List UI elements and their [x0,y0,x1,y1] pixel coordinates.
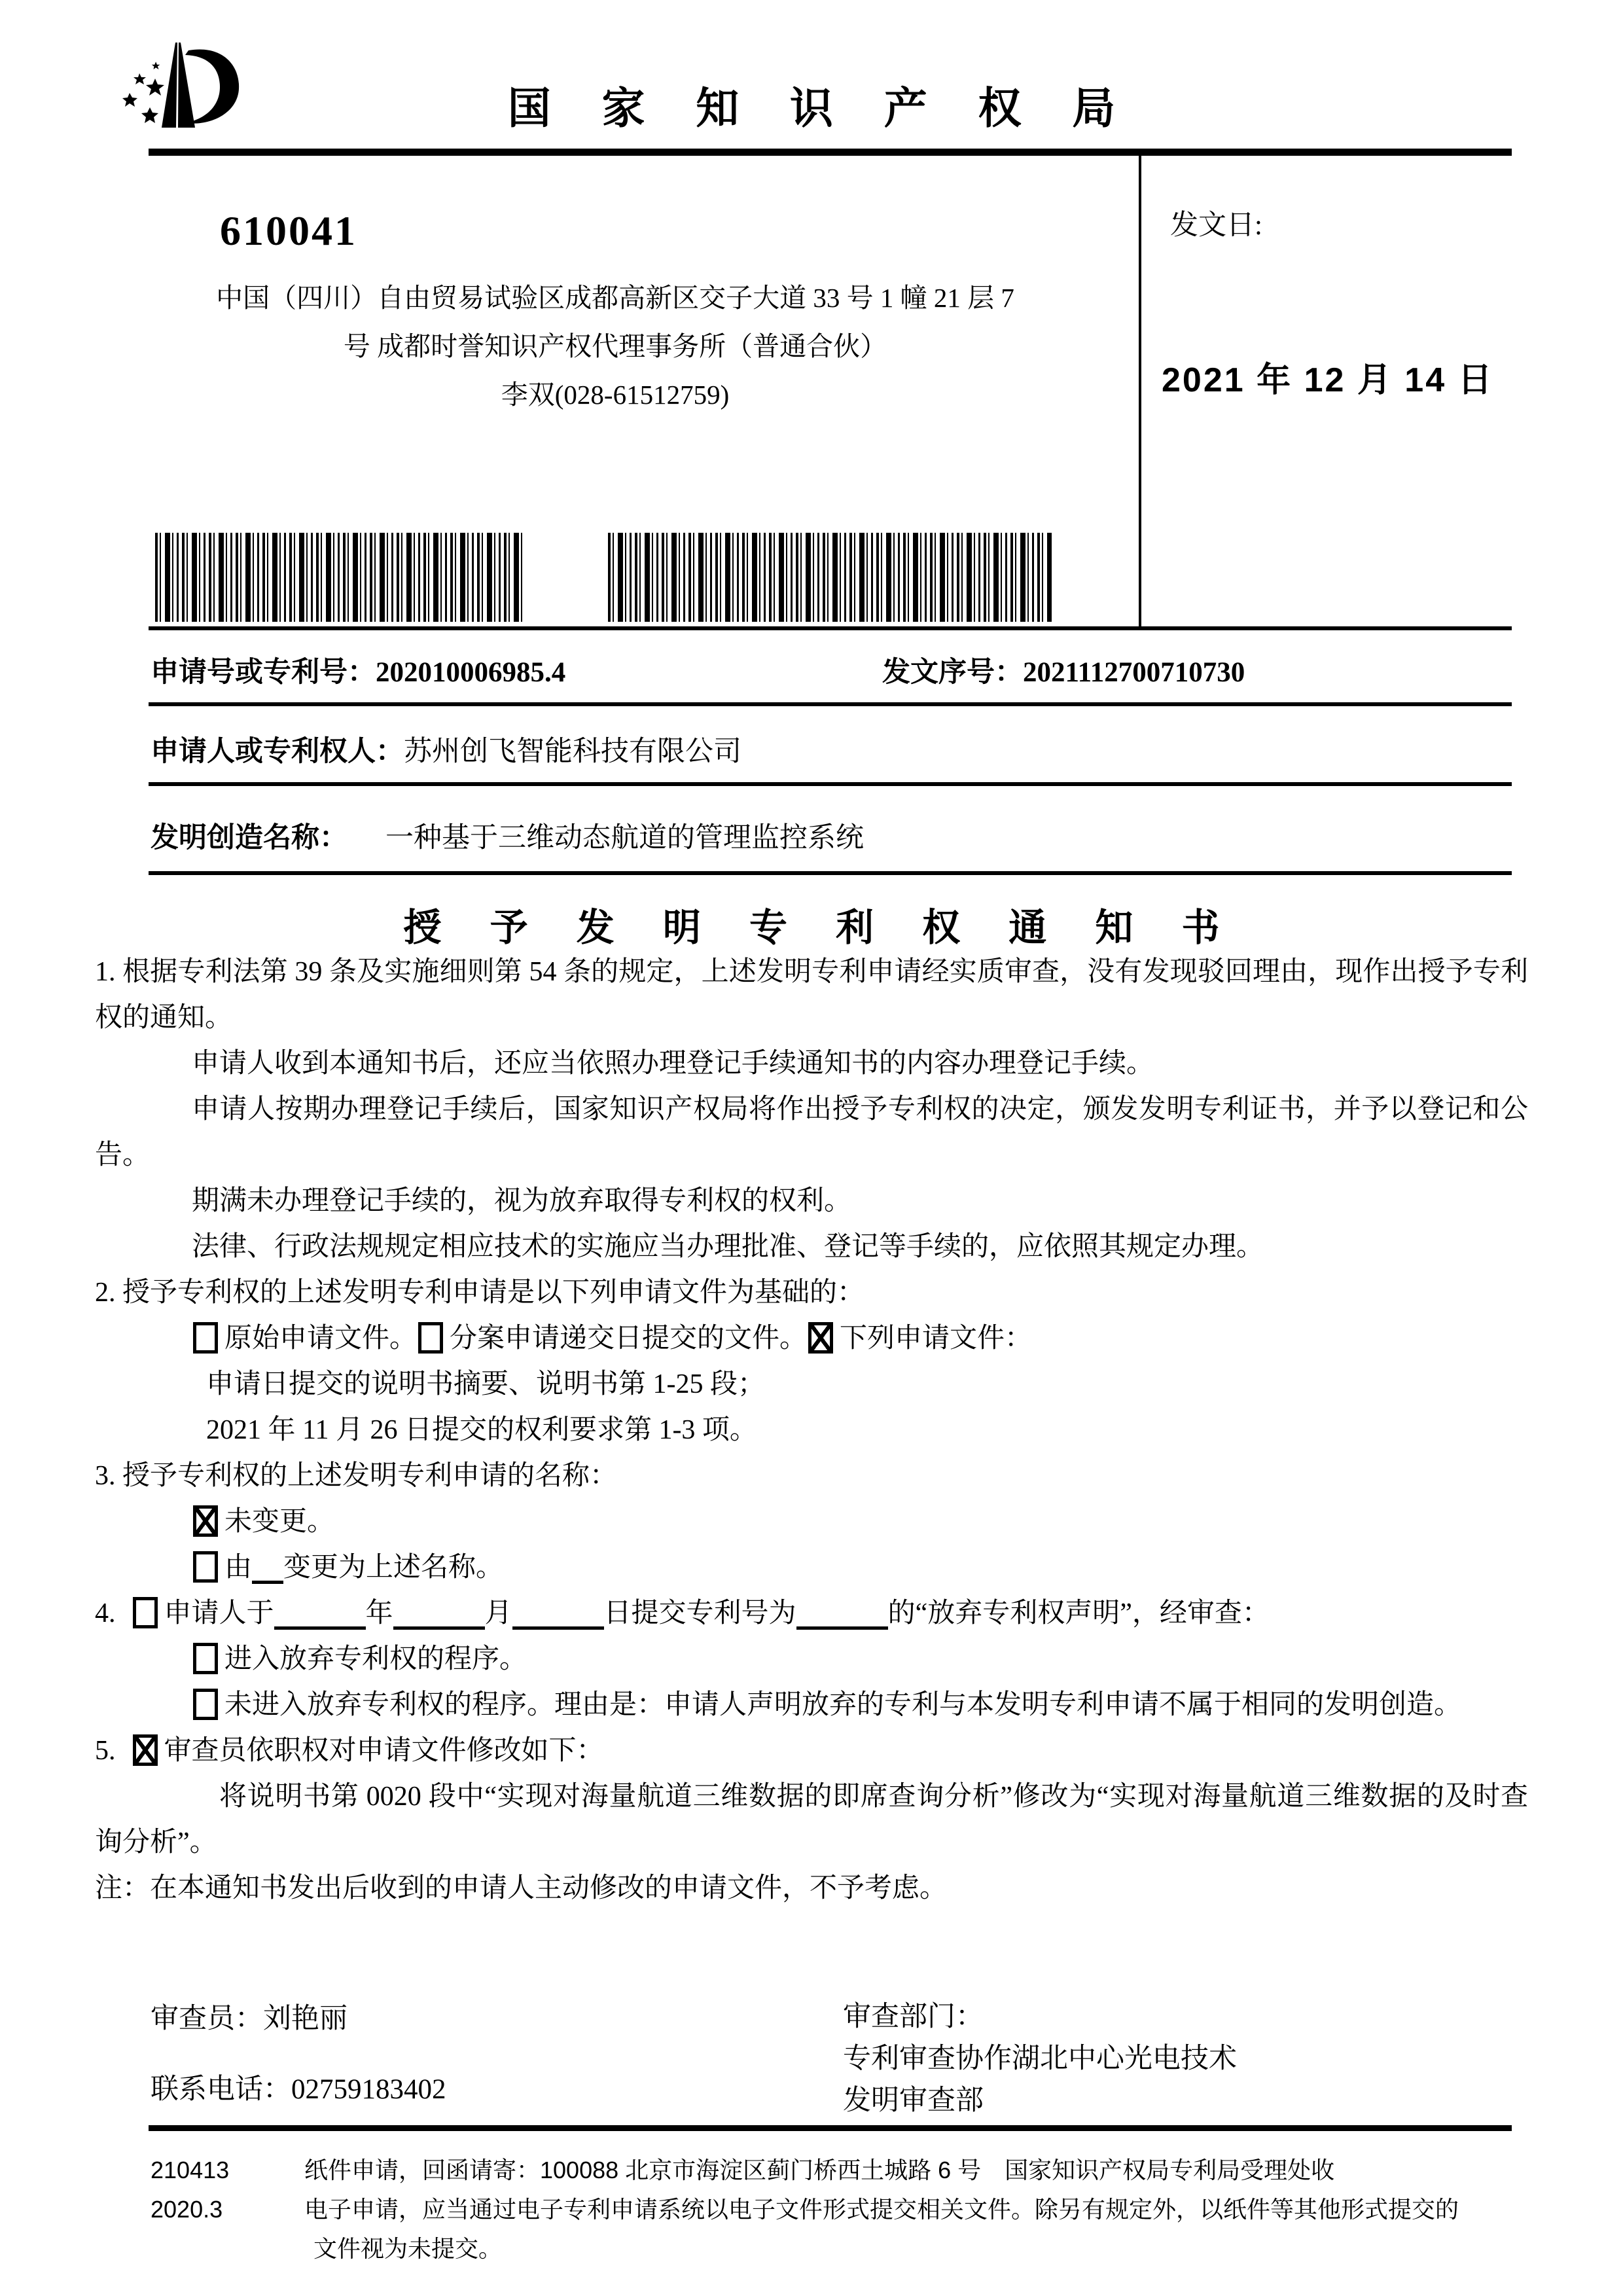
blank-day [512,1600,604,1630]
option-original-documents: 原始申请文件。 [224,1323,418,1354]
logo-star-1 [152,62,160,69]
issue-date-box-border [1139,156,1141,628]
footer-line3: 文件视为未提交。 [313,2235,503,2262]
section-4-option-1 [95,1636,1528,1682]
phone-field [151,2067,446,2107]
department-name: 专利审查协作湖北中心光电技术 [843,2043,1237,2074]
checkbox-listed-documents [808,1322,833,1354]
checkbox-title-changed [193,1551,218,1583]
footer-divider [149,2125,1512,2131]
agency-title: 国 家 知 识 产 权 局 [507,84,1135,132]
recipient-address-line2: 号 成都时誉知识产权代理事务所（普通合伙） [343,331,887,361]
section-2-document-1: 申请日提交的说明书摘要、说明书第 1-25 段； [206,1369,765,1399]
checkbox-examiner-amendment [133,1734,158,1766]
application-number-field [151,650,565,690]
recipient-address [151,274,1080,419]
header-divider [149,149,1512,156]
examiner-name: 刘艳丽 [263,2003,348,2034]
form-code: 210413 [151,2157,230,2183]
barcode-serial-number [608,533,1052,622]
invention-title-label: 发明创造名称： [151,823,348,853]
phone-number: 02759183402 [291,2074,446,2105]
serial-number-label: 发文序号： [882,657,1023,688]
footer-instructions [304,2151,1535,2269]
option-abandon-not-entered: 未进入放弃专利权的程序。理由是：申请人声明放弃的专利与本发明专利申请不属于相同的发明创造。 [224,1690,1462,1720]
divider-row3 [149,871,1512,875]
section-3-option-2 [95,1545,1528,1590]
invention-title-field [151,816,864,855]
serial-number-field [882,650,1245,690]
section-3-heading: 3. 授予专利权的上述发明专利申请的名称： [95,1461,618,1491]
notice-body [95,949,1528,1911]
notice-title: 授 予 发 明 专 利 权 通 知 书 [403,906,1239,949]
form-version: 2020.3 [151,2196,223,2223]
checkbox-abandon-not-entered [193,1689,218,1720]
paragraph-3: 申请人按期办理登记手续后，国家知识产权局将作出授予专利权的决定，颁发发明专利证书，并予以登记和公告。 [95,1094,1528,1170]
blank-year [274,1600,366,1630]
section-5-number: 5. [95,1736,116,1766]
department-label: 审查部门： [843,2001,984,2032]
recipient-address-line1: 中国（四川）自由贸易试验区成都高新区交子大道 33 号 1 幢 21 层 7 [216,283,1014,313]
option-title-changed-suffix: 变更为上述名称。 [283,1552,504,1583]
applicant-label: 申请人或专利权人： [151,736,404,767]
paragraph-5: 法律、行政法规规定相应技术的实施应当办理批准、登记等手续的，应依照其规定办理。 [192,1232,1264,1262]
note-paragraph: 注：在本通知书发出后收到的申请人主动修改的申请文件，不予考虑。 [95,1873,948,1903]
section-2-options [95,1316,1528,1361]
checkbox-original-documents [193,1322,218,1354]
paragraph-1: 1. 根据专利法第 39 条及实施细则第 54 条的规定，上述发明专利申请经实质审查，没有发现驳回理由，现作出授予专利权的通知。 [95,957,1528,1033]
application-number-label: 申请号或专利号： [151,657,376,688]
recipient-contact: 李双(028-61512759) [501,380,730,410]
option-listed-documents: 下列申请文件： [840,1323,1033,1354]
phone-label: 联系电话： [151,2074,291,2105]
form-code-block [151,2151,229,2229]
divider-under-barcodes [149,626,1512,630]
department-field [843,1996,1530,2122]
recipient-postal-code: 610041 [220,207,357,254]
blank-patent-number [796,1600,888,1630]
serial-number-value: 2021112700710730 [1023,657,1245,688]
checkbox-divisional-documents [418,1322,443,1354]
application-number-value: 202010006985.4 [376,657,566,688]
option-title-changed-prefix: 由 [224,1552,253,1583]
department-line2: 发明审查部 [843,2085,984,2116]
section-5-amendment-text: 将说明书第 0020 段中“实现对海量航道三维数据的即席查询分析”修改为“实现对海量航道三维数据的及时查询分析”。 [95,1782,1528,1857]
section-4-year-label: 年 [365,1598,393,1628]
section-3-option-1 [95,1499,1528,1545]
issue-date-value: 2021 年 12 月 14 日 [1162,361,1494,399]
checkbox-abandon-entered [193,1643,218,1674]
applicant-field [151,729,741,769]
option-divisional-documents: 分案申请递交日提交的文件。 [450,1323,808,1354]
section-4-option-2 [95,1682,1528,1728]
blank-old-title [252,1554,283,1584]
section-5-heading [95,1728,1528,1774]
option-abandon-entered: 进入放弃专利权的程序。 [224,1644,527,1674]
section-4-heading [95,1590,1528,1636]
section-4-text-a: 申请人于 [164,1598,274,1628]
examiner-label: 审查员： [151,2003,263,2034]
applicant-value: 苏州创飞智能科技有限公司 [404,736,741,767]
checkbox-abandon-declaration [133,1597,158,1628]
blank-month [393,1600,485,1630]
invention-title-value: 一种基于三维动态航道的管理监控系统 [385,823,864,853]
divider-row1 [149,702,1512,706]
divider-row2 [149,782,1512,786]
section-5-heading-text: 审查员依职权对申请文件修改如下： [164,1736,604,1766]
examiner-field [151,1996,348,2036]
checkbox-title-unchanged [193,1505,218,1537]
section-2-heading: 2. 授予专利权的上述发明专利申请是以下列申请文件为基础的： [95,1278,865,1308]
section-4-day-label: 日提交专利号为 [603,1598,796,1628]
department-line1 [843,1996,1530,2080]
section-2-document-2: 2021 年 11 月 26 日提交的权利要求第 1-3 项。 [206,1415,757,1445]
section-4-text-b: 的“放弃专利权声明”，经审查： [887,1598,1270,1628]
option-title-unchanged: 未变更。 [224,1507,335,1537]
paragraph-4: 期满未办理登记手续的，视为放弃取得专利权的权利。 [192,1186,852,1216]
footer-line2: 电子申请，应当通过电子专利申请系统以电子文件形式提交相关文件。除另有规定外，以纸件等其他形式提交的 [304,2196,1459,2223]
barcode-application-number [155,533,526,622]
paragraph-2: 申请人收到本通知书后，还应当依照办理登记手续通知书的内容办理登记手续。 [192,1049,1154,1079]
section-4-number: 4. [95,1598,116,1628]
section-4-month-label: 月 [484,1598,512,1628]
footer-line1: 纸件申请，回函请寄：100088 北京市海淀区蓟门桥西土城路 6 号 国家知识产权局专利局受理处收 [304,2157,1335,2183]
issue-date-label: 发文日: [1170,210,1262,241]
